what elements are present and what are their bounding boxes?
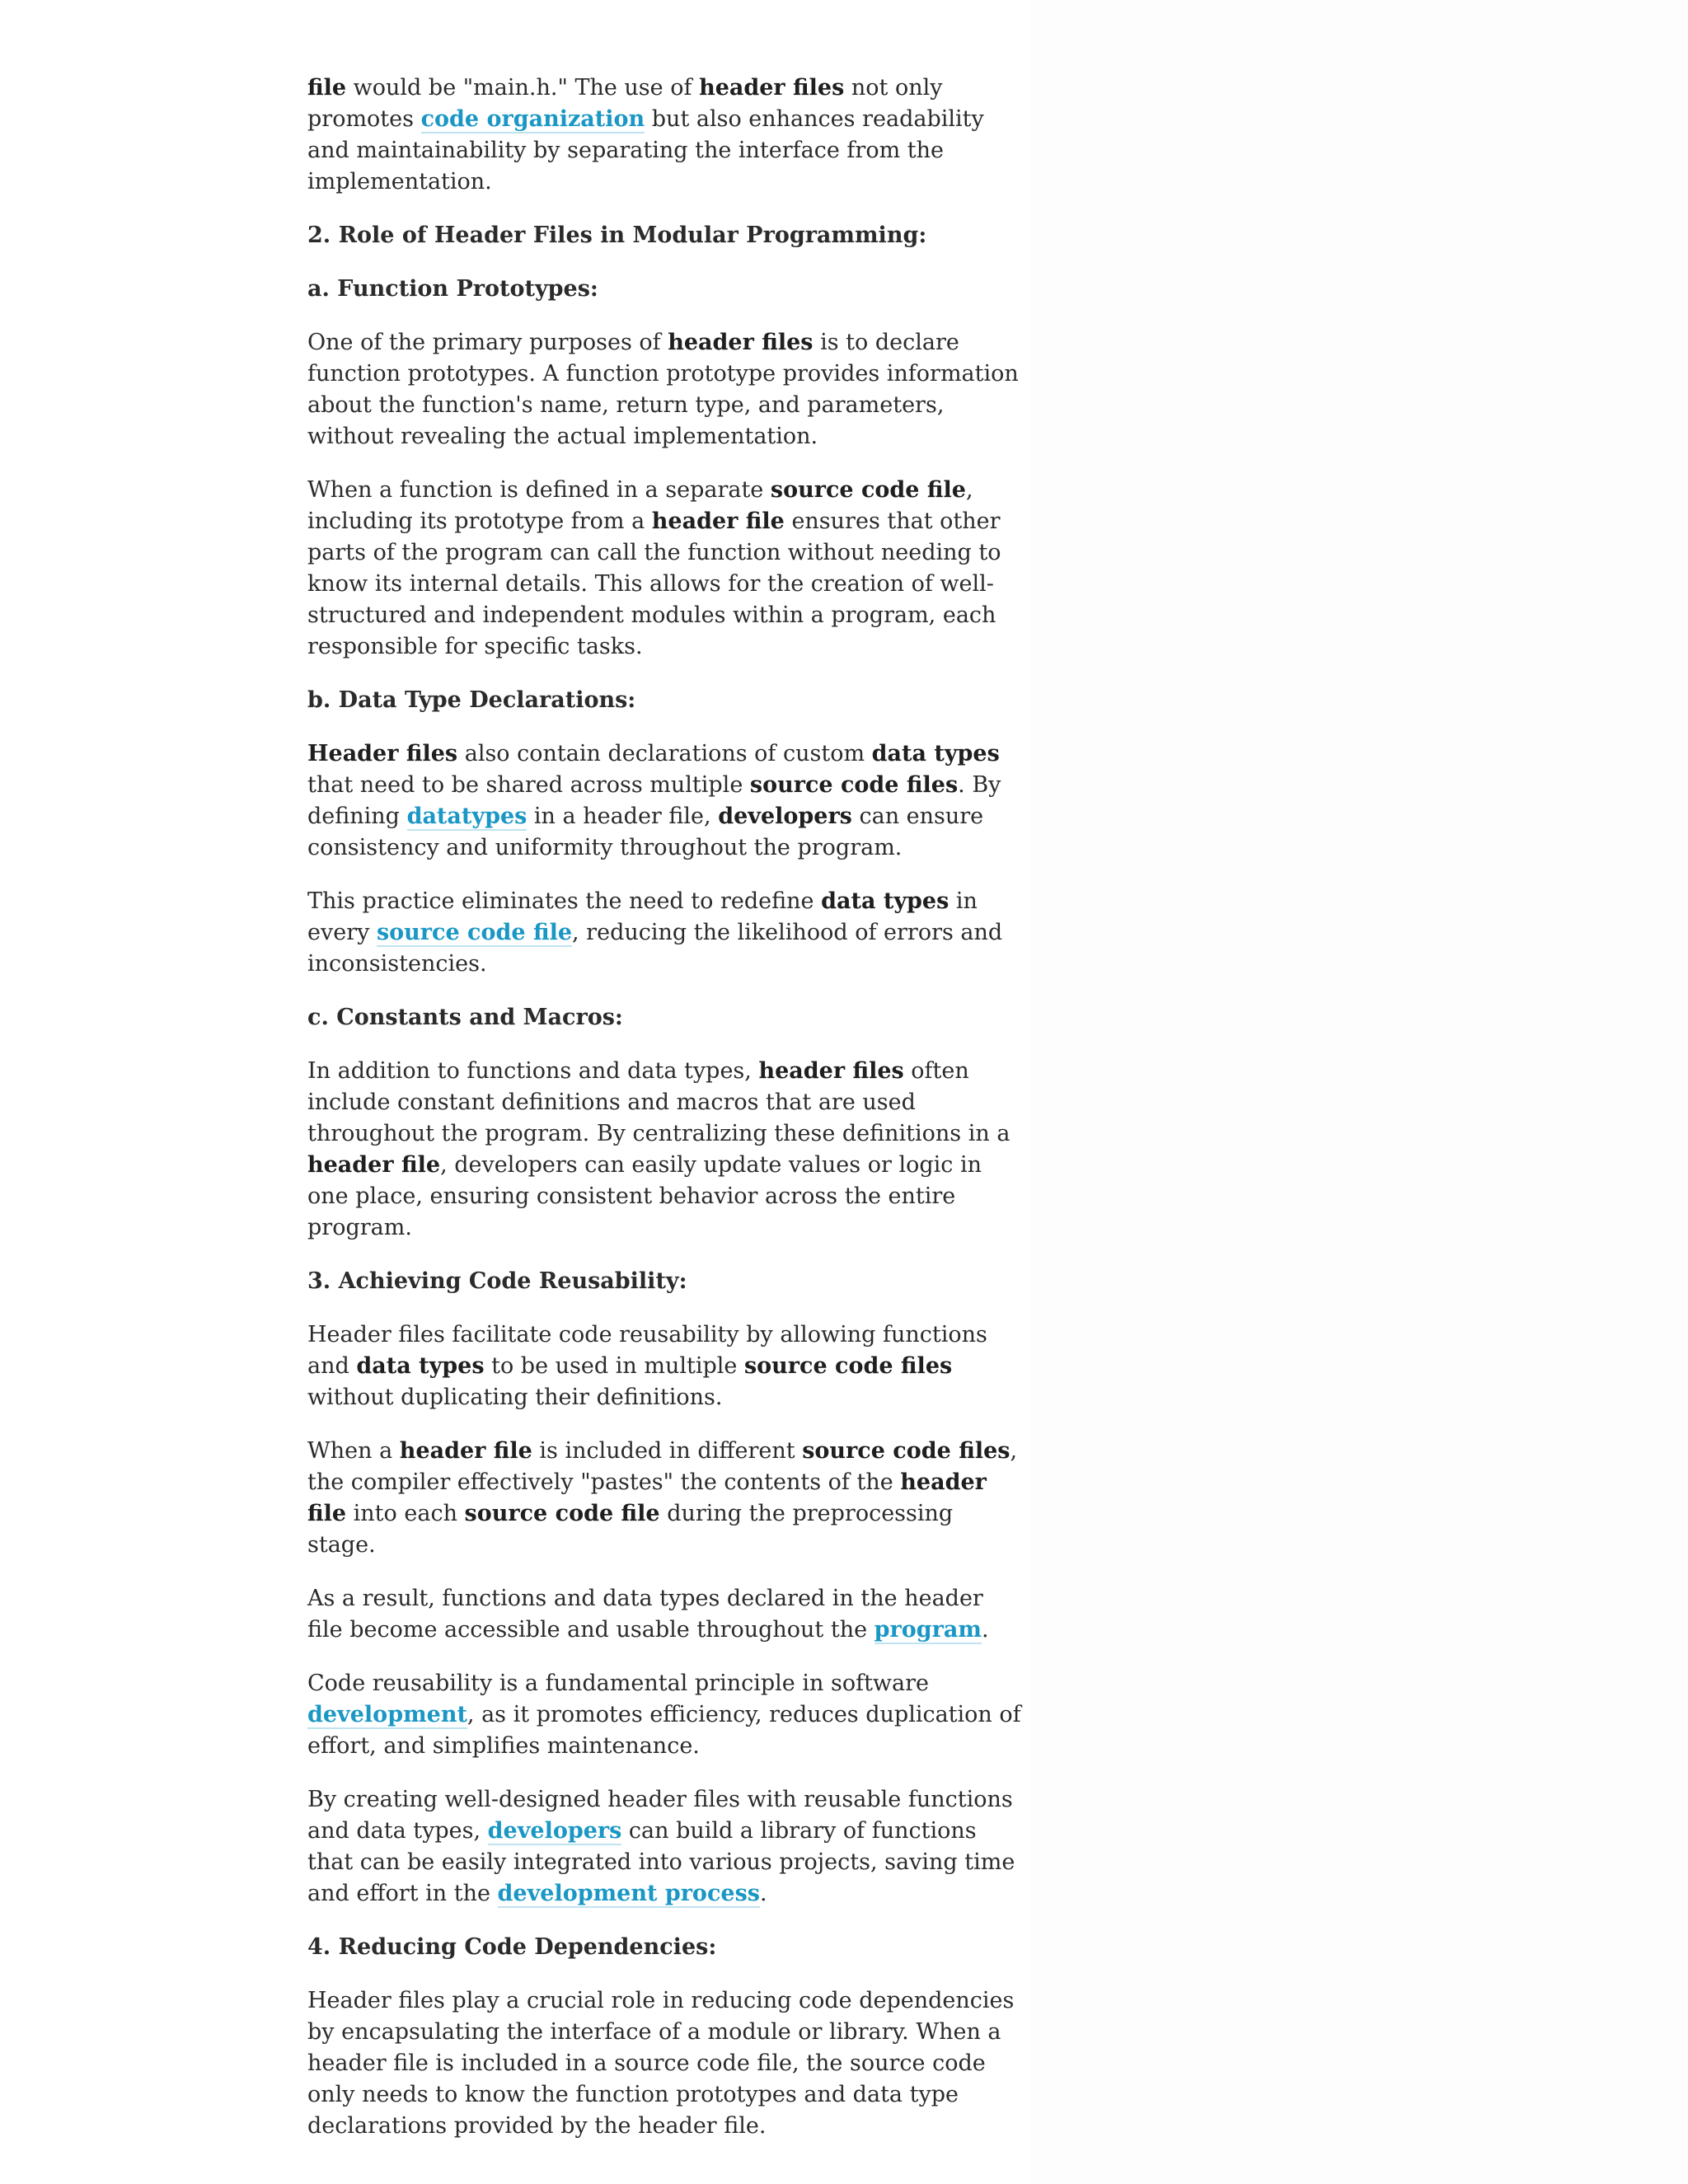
- paragraph-data-types-1: Header files also contain declarations of custom data types that need to be shared across multiple source code files. By defining datatypes in a header file, developers can ensure consistency and uniformity throughout the program.: [307, 741, 1001, 860]
- bold-term: data types: [871, 741, 1000, 766]
- subsection-heading-constants-macros: c. Constants and Macros:: [307, 1005, 623, 1030]
- paragraph-reusability-4: Code reusability is a fundamental principle in software development, as it promotes efficiency, reduces duplication of effort, and simplifies maintenance.: [307, 1671, 1021, 1759]
- bold-term: file: [307, 75, 347, 101]
- bold-term: header file: [307, 1469, 987, 1526]
- paragraph-constants-macros: In addition to functions and data types, header files often include constant definitions and macros that are used throughout the program. By centralizing these definitions in a header file, developers can easily update values or logic in one place, ensuring consistent behavior across the entire program.: [307, 1058, 1010, 1240]
- paragraph-reusability-3: As a result, functions and data types declared in the header file become accessible and usable throughout the program.: [307, 1586, 989, 1643]
- bold-term: source code files: [743, 1353, 953, 1379]
- bold-term: developers: [718, 804, 852, 829]
- link-developers[interactable]: developers: [487, 1818, 622, 1844]
- bold-term: source code file: [770, 477, 966, 503]
- intro-paragraph: file would be "main.h." The use of header files not only promotes code organization but also enhances readability and maintainability by separating the interface from the implementation.: [307, 75, 984, 194]
- section-heading-code-reusability: 3. Achieving Code Reusability:: [307, 1268, 687, 1294]
- link-code-organization[interactable]: code organization: [420, 106, 645, 132]
- subsection-heading-function-prototypes: a. Function Prototypes:: [307, 276, 598, 302]
- link-datatypes[interactable]: datatypes: [406, 804, 528, 829]
- bold-term: data types: [356, 1353, 485, 1379]
- paragraph-reusability-2: When a header file is included in different source code files, the compiler effectively "pastes" the contents of the header file into each source code file during the preprocessing stage.: [307, 1438, 1018, 1558]
- paragraph-dependencies: Header files play a crucial role in reducing code dependencies by encapsulating the interface of a module or library. When a header file is included in a source code file, the source code only needs to know the function prototypes and data type declarations provided by the header file.: [307, 1988, 1015, 2139]
- paragraph-reusability-5: By creating well-designed header files with reusable functions and data types, developers can build a library of functions that can be easily integrated into various projects, saving time and effort in the development process.: [307, 1787, 1015, 1906]
- bold-term: source code files: [802, 1438, 1010, 1464]
- paragraph-reusability-1: Header files facilitate code reusability by allowing functions and data types to be used in multiple source code files without duplicating their definitions.: [307, 1322, 987, 1410]
- bold-term: source code file: [464, 1501, 660, 1526]
- bold-term: header files: [699, 75, 845, 101]
- paragraph-function-prototypes-2: When a function is defined in a separate source code file, including its prototype from a header file ensures that other parts of the program can call the function without needing to know its internal details. This allows for the creation of well-structured and independent modules within a program, each responsible for specific tasks.: [307, 477, 1001, 659]
- bold-term: header file: [307, 1152, 441, 1178]
- paragraph-data-types-2: This practice eliminates the need to redefine data types in every source code file, reducing the likelihood of errors and inconsistencies.: [307, 888, 1003, 977]
- bold-term: Header files: [307, 741, 458, 766]
- article-body: [307, 73, 1025, 2164]
- link-program[interactable]: program: [874, 1617, 982, 1643]
- subsection-heading-data-type-declarations: b. Data Type Declarations:: [307, 687, 636, 713]
- link-development[interactable]: development: [307, 1702, 467, 1727]
- bold-term: data types: [821, 888, 950, 914]
- link-source-code-file[interactable]: source code file: [376, 920, 573, 945]
- bold-term: header files: [758, 1058, 904, 1084]
- section-heading-role: 2. Role of Header Files in Modular Programming:: [307, 223, 927, 248]
- bold-term: header file: [399, 1438, 532, 1464]
- section-heading-code-dependencies: 4. Reducing Code Dependencies:: [307, 1934, 717, 1960]
- bold-term: header files: [668, 330, 814, 355]
- paragraph-function-prototypes-1: One of the primary purposes of header files is to declare function prototypes. A function prototype provides information about the function's name, return type, and parameters, without revealing the actual implementation.: [307, 330, 1019, 449]
- bold-term: source code files: [749, 772, 959, 798]
- page-side-background: [1030, 0, 1688, 2184]
- bold-term: header file: [651, 509, 785, 534]
- link-development-process[interactable]: development process: [497, 1881, 760, 1906]
